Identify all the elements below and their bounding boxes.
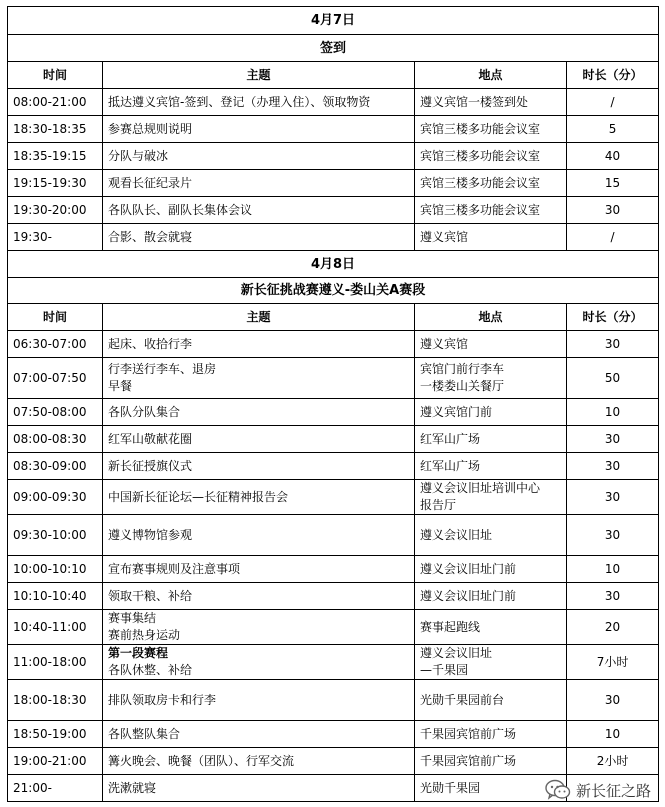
duration-cell: 10 — [567, 721, 659, 748]
day1-header-row — [8, 62, 659, 89]
place-cell — [415, 721, 567, 748]
time-cell: 10:40-11:00 — [8, 610, 103, 645]
header-time: 时间 — [8, 304, 103, 331]
place-cell — [415, 480, 567, 515]
duration-cell: 30 — [567, 680, 659, 721]
topic-cell — [103, 224, 415, 251]
table-row — [8, 556, 659, 583]
table-row — [8, 89, 659, 116]
topic-cell — [103, 399, 415, 426]
table-row — [8, 453, 659, 480]
place-line: 宾馆三楼多功能会议室 — [420, 148, 541, 163]
table-row — [8, 399, 659, 426]
duration-cell: 30 — [567, 583, 659, 610]
place-line: 遵义会议旧址 — [420, 646, 493, 660]
topic-line: 中国新长征论坛—长征精神报告会 — [108, 489, 289, 504]
topic-cell — [103, 583, 415, 610]
time-cell: 08:30-09:00 — [8, 453, 103, 480]
table-row — [8, 515, 659, 556]
topic-line: 洗漱就寝 — [108, 780, 157, 795]
place-line: 遵义宾馆 — [420, 336, 469, 351]
table-row — [8, 197, 659, 224]
place-cell — [415, 645, 567, 680]
place-line: 红军山广场 — [420, 431, 481, 446]
time-cell: 07:00-07:50 — [8, 358, 103, 399]
time-cell: 18:30-18:35 — [8, 116, 103, 143]
place-line: 千果园宾馆前广场 — [420, 753, 517, 768]
table-row — [8, 748, 659, 775]
topic-line: 红军山敬献花圈 — [108, 431, 193, 446]
time-cell: 19:15-19:30 — [8, 170, 103, 197]
topic-cell — [103, 556, 415, 583]
place-line: 宾馆三楼多功能会议室 — [420, 175, 541, 190]
duration-cell: 30 — [567, 480, 659, 515]
watermark-text: 新长征之路 — [575, 781, 651, 800]
time-cell: 19:00-21:00 — [8, 748, 103, 775]
duration-cell: / — [567, 224, 659, 251]
place-cell — [415, 170, 567, 197]
duration-cell: 10 — [567, 399, 659, 426]
watermark — [545, 779, 651, 801]
duration-cell: 30 — [567, 515, 659, 556]
day1-section-row — [8, 35, 659, 62]
time-cell: 18:35-19:15 — [8, 143, 103, 170]
time-cell: 08:00-08:30 — [8, 426, 103, 453]
topic-cell — [103, 645, 415, 680]
topic-line: 第一段赛程 — [108, 646, 169, 660]
header-time: 时间 — [8, 62, 103, 89]
topic-cell — [103, 426, 415, 453]
header-place: 地点 — [415, 62, 567, 89]
topic-line: 新长征授旗仪式 — [108, 458, 193, 473]
table-row — [8, 143, 659, 170]
place-cell — [415, 583, 567, 610]
place-cell — [415, 224, 567, 251]
place-cell — [415, 197, 567, 224]
topic-line: 参赛总规则说明 — [108, 121, 193, 136]
time-cell: 18:00-18:30 — [8, 680, 103, 721]
table-row — [8, 583, 659, 610]
table-row — [8, 645, 659, 680]
duration-cell: 5 — [567, 116, 659, 143]
topic-cell — [103, 116, 415, 143]
table-row — [8, 170, 659, 197]
table-row — [8, 680, 659, 721]
duration-cell: 30 — [567, 426, 659, 453]
topic-cell — [103, 748, 415, 775]
topic-line: 各队队长、副队长集体会议 — [108, 202, 253, 217]
table-row — [8, 116, 659, 143]
time-cell: 10:00-10:10 — [8, 556, 103, 583]
place-line: 光勋千果园前台 — [420, 692, 505, 707]
topic-line: 合影、散会就寝 — [108, 229, 193, 244]
topic-cell — [103, 480, 415, 515]
place-line: 赛事起跑线 — [420, 619, 481, 634]
place-cell — [415, 399, 567, 426]
place-line: 遵义宾馆一楼签到处 — [420, 94, 529, 109]
header-topic: 主题 — [103, 304, 415, 331]
topic-line: 行李送行李车、退房 — [108, 362, 217, 376]
topic-cell — [103, 170, 415, 197]
place-line: 宾馆三楼多功能会议室 — [420, 202, 541, 217]
time-cell: 08:00-21:00 — [8, 89, 103, 116]
day2-date-row — [8, 251, 659, 278]
schedule-table — [7, 6, 659, 802]
time-cell: 19:30-20:00 — [8, 197, 103, 224]
topic-cell — [103, 680, 415, 721]
time-cell: 18:50-19:00 — [8, 721, 103, 748]
day2-section-row — [8, 278, 659, 304]
topic-line: 排队领取房卡和行李 — [108, 692, 217, 707]
time-cell: 10:10-10:40 — [8, 583, 103, 610]
duration-cell: / — [567, 89, 659, 116]
topic-line: 各队休整、补给 — [108, 663, 193, 677]
day2-header-row — [8, 304, 659, 331]
topic-line: 分队与破冰 — [108, 148, 169, 163]
place-line: 遵义宾馆 — [420, 229, 469, 244]
place-cell — [415, 610, 567, 645]
topic-cell — [103, 89, 415, 116]
table-row — [8, 224, 659, 251]
duration-cell: 7小时 — [567, 645, 659, 680]
place-line: 一楼娄山关餐厅 — [420, 379, 505, 393]
table-row — [8, 610, 659, 645]
place-line: 遵义会议旧址门前 — [420, 588, 517, 603]
duration-cell: 30 — [567, 197, 659, 224]
topic-line: 篝火晚会、晚餐（团队）、行军交流 — [108, 753, 295, 768]
schedule-body — [8, 7, 659, 802]
duration-cell: 30 — [567, 453, 659, 480]
place-cell — [415, 143, 567, 170]
place-cell — [415, 453, 567, 480]
topic-line: 赛前热身运动 — [108, 628, 181, 642]
header-duration: 时长（分） — [567, 62, 659, 89]
place-line: 红军山广场 — [420, 458, 481, 473]
topic-line: 观看长征纪录片 — [108, 175, 193, 190]
topic-cell — [103, 143, 415, 170]
duration-cell: 2小时 — [567, 748, 659, 775]
day1-date-row — [8, 7, 659, 35]
time-cell: 21:00- — [8, 775, 103, 802]
day2-section-title: 新长征挑战赛遵义-娄山关A赛段 — [8, 278, 659, 304]
place-line: 千果园宾馆前广场 — [420, 726, 517, 741]
place-line: 遵义宾馆门前 — [420, 404, 493, 419]
place-cell — [415, 680, 567, 721]
header-duration: 时长（分） — [567, 304, 659, 331]
topic-line: 领取干粮、补给 — [108, 588, 193, 603]
duration-cell: 40 — [567, 143, 659, 170]
place-cell — [415, 116, 567, 143]
place-line: 宾馆门前行李车 — [420, 362, 505, 376]
wechat-icon — [545, 779, 571, 801]
topic-cell — [103, 610, 415, 645]
time-cell: 06:30-07:00 — [8, 331, 103, 358]
topic-line: 抵达遵义宾馆-签到、登记（办理入住）、领取物资 — [108, 94, 371, 109]
topic-cell — [103, 331, 415, 358]
table-row — [8, 358, 659, 399]
topic-line: 赛事集结 — [108, 611, 157, 625]
table-row — [8, 721, 659, 748]
topic-cell — [103, 515, 415, 556]
topic-line: 起床、收拾行李 — [108, 336, 193, 351]
duration-cell: 30 — [567, 331, 659, 358]
place-line: —千果园 — [420, 663, 469, 677]
time-cell: 09:30-10:00 — [8, 515, 103, 556]
header-place: 地点 — [415, 304, 567, 331]
table-row — [8, 331, 659, 358]
table-row — [8, 426, 659, 453]
place-line: 宾馆三楼多功能会议室 — [420, 121, 541, 136]
time-cell: 11:00-18:00 — [8, 645, 103, 680]
duration-cell: 20 — [567, 610, 659, 645]
header-topic: 主题 — [103, 62, 415, 89]
topic-cell — [103, 721, 415, 748]
place-line: 遵义会议旧址培训中心 — [420, 481, 541, 495]
place-cell — [415, 358, 567, 399]
day2-date: 4月8日 — [8, 251, 659, 278]
day1-section-title: 签到 — [8, 35, 659, 62]
topic-cell — [103, 453, 415, 480]
place-line: 遵义会议旧址 — [420, 527, 493, 542]
topic-cell — [103, 197, 415, 224]
time-cell: 07:50-08:00 — [8, 399, 103, 426]
place-line: 报告厅 — [420, 498, 457, 512]
topic-cell — [103, 358, 415, 399]
time-cell: 09:00-09:30 — [8, 480, 103, 515]
place-line: 遵义会议旧址门前 — [420, 561, 517, 576]
place-cell — [415, 89, 567, 116]
place-cell — [415, 556, 567, 583]
place-cell — [415, 775, 567, 802]
place-line: 光勋千果园 — [420, 780, 481, 795]
place-cell — [415, 331, 567, 358]
topic-line: 各队整队集合 — [108, 726, 181, 741]
topic-line: 遵义博物馆参观 — [108, 527, 193, 542]
topic-line: 早餐 — [108, 379, 133, 393]
day1-date: 4月7日 — [8, 7, 659, 35]
topic-cell — [103, 775, 415, 802]
time-cell: 19:30- — [8, 224, 103, 251]
topic-line: 各队分队集合 — [108, 404, 181, 419]
place-cell — [415, 426, 567, 453]
table-row — [8, 480, 659, 515]
duration-cell: 15 — [567, 170, 659, 197]
duration-cell: 10 — [567, 556, 659, 583]
topic-line: 宣布赛事规则及注意事项 — [108, 561, 241, 576]
place-cell — [415, 515, 567, 556]
place-cell — [415, 748, 567, 775]
duration-cell: 50 — [567, 358, 659, 399]
